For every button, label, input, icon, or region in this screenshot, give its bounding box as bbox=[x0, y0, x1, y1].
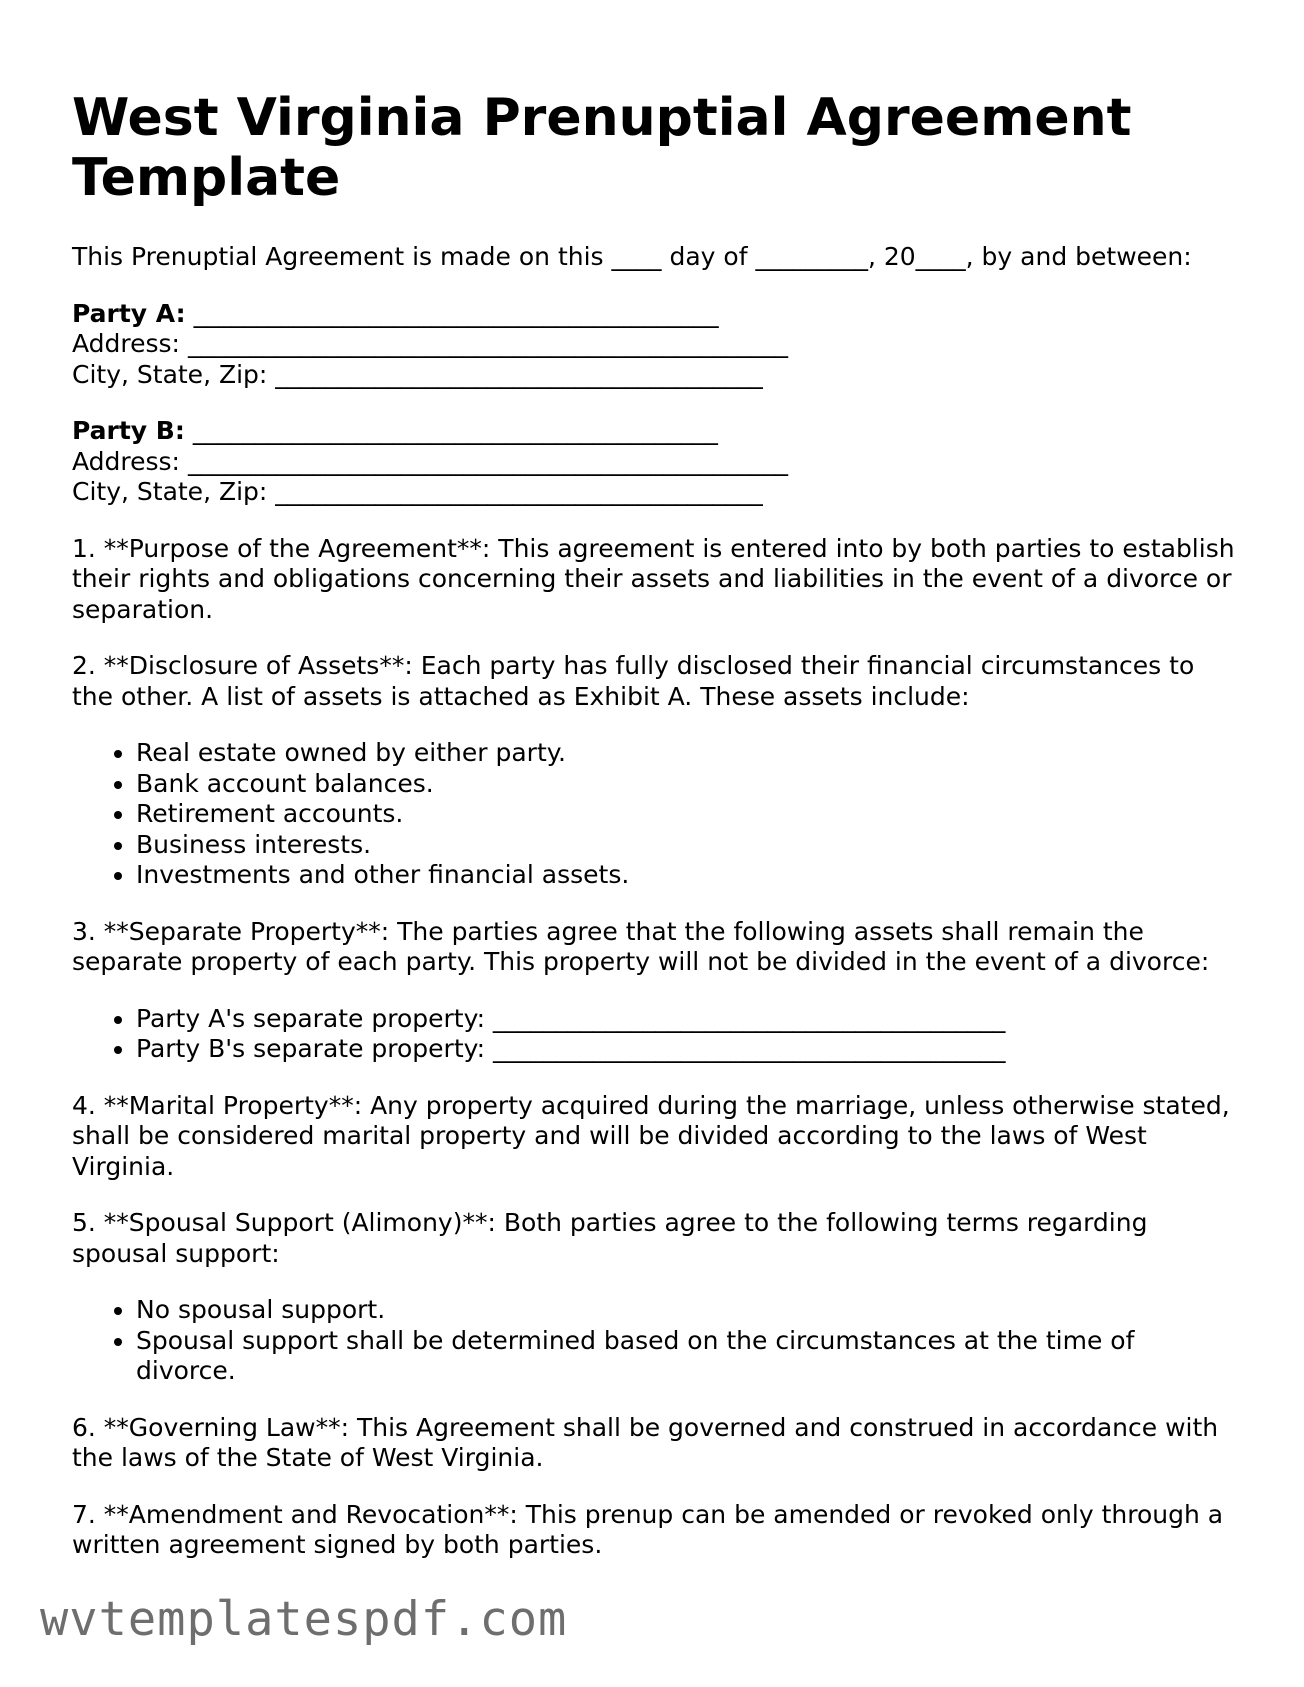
party-a-city-label: City, State, Zip: bbox=[72, 359, 268, 389]
document-page bbox=[72, 88, 1242, 1587]
party-b-city-blank: _______________________________________ bbox=[275, 477, 763, 506]
list-item: • Investments and other financial assets. bbox=[136, 860, 1242, 891]
party-a-label: Party A: bbox=[72, 298, 186, 328]
party-a-city-blank: _______________________________________ bbox=[275, 359, 763, 389]
separate-property-list bbox=[72, 1004, 1242, 1065]
party-a-block bbox=[72, 299, 1242, 391]
list-item: • Bank account balances. bbox=[136, 769, 1242, 800]
party-a-city-line bbox=[72, 360, 1242, 391]
section-2-disclosure: 2. **Disclosure of Assets**: Each party has fully disclosed their financial circumstances to the other. A list of assets is attached as Exhibit A. These assets include: bbox=[72, 651, 1195, 711]
party-b-city-label: City, State, Zip: bbox=[72, 477, 268, 506]
party-a-name-line bbox=[72, 299, 1242, 330]
list-item: • Retirement accounts. bbox=[136, 799, 1242, 830]
party-b-address-line bbox=[72, 447, 1242, 478]
list-item: • Party B's separate property: _________________________________________ bbox=[136, 1034, 1242, 1065]
party-b-name-blank: __________________________________________ bbox=[192, 416, 718, 445]
list-item: • Business interests. bbox=[136, 830, 1242, 861]
title-line-2: Template bbox=[72, 148, 341, 208]
section-6-governing-law: 6. **Governing Law**: This Agreement shall be governed and construed in accordance with the laws of the State of West Virginia. bbox=[72, 1412, 1219, 1472]
list-item: • Party A's separate property: _________________________________________ bbox=[136, 1004, 1242, 1035]
party-a-address-line bbox=[72, 329, 1242, 360]
list-item: • No spousal support. bbox=[136, 1295, 1242, 1326]
assets-list bbox=[72, 738, 1242, 891]
spousal-support-list bbox=[72, 1295, 1242, 1387]
party-a-name-blank: __________________________________________ bbox=[193, 298, 719, 328]
section-5-spousal-support: 5. **Spousal Support (Alimony)**: Both parties agree to the following terms regarding spousal support: bbox=[72, 1208, 1148, 1268]
document-title bbox=[72, 88, 1242, 208]
section-4-marital-property: 4. **Marital Property**: Any property acquired during the marriage, unless otherwise stated, shall be considered marital property and will be divided according to the laws of West Virginia. bbox=[72, 1090, 1230, 1181]
party-b-block bbox=[72, 416, 1242, 508]
list-item: • Spousal support shall be determined based on the circumstances at the time of divorce. bbox=[136, 1326, 1242, 1387]
party-b-address-label: Address: bbox=[72, 446, 180, 476]
party-b-label: Party B: bbox=[72, 416, 185, 445]
party-b-address-blank: ________________________________________________ bbox=[187, 446, 788, 476]
title-line-1: West Virginia Prenuptial Agreement bbox=[72, 88, 1132, 148]
section-1-purpose: 1. **Purpose of the Agreement**: This agreement is entered into by both parties to establish their rights and obligations concerning their assets and liabilities in the event of a divorce or separation. bbox=[72, 533, 1235, 624]
party-a-address-blank: ________________________________________________ bbox=[187, 329, 788, 358]
party-a-address-label: Address: bbox=[72, 329, 180, 358]
section-7-amendment: 7. **Amendment and Revocation**: This prenup can be amended or revoked only through a written agreement signed by both parties. bbox=[72, 1499, 1224, 1559]
party-b-city-line bbox=[72, 477, 1242, 508]
intro-paragraph: This Prenuptial Agreement is made on this ____ day of _________, 20____, by and between: bbox=[72, 242, 1192, 271]
list-item: • Real estate owned by either party. bbox=[136, 738, 1242, 769]
watermark: wvtemplatespdf.com bbox=[40, 1592, 568, 1647]
section-3-separate-property: 3. **Separate Property**: The parties agree that the following assets shall remain the separate property of each party. This property will not be divided in the event of a divorce: bbox=[72, 916, 1210, 976]
party-b-name-line bbox=[72, 416, 1242, 447]
